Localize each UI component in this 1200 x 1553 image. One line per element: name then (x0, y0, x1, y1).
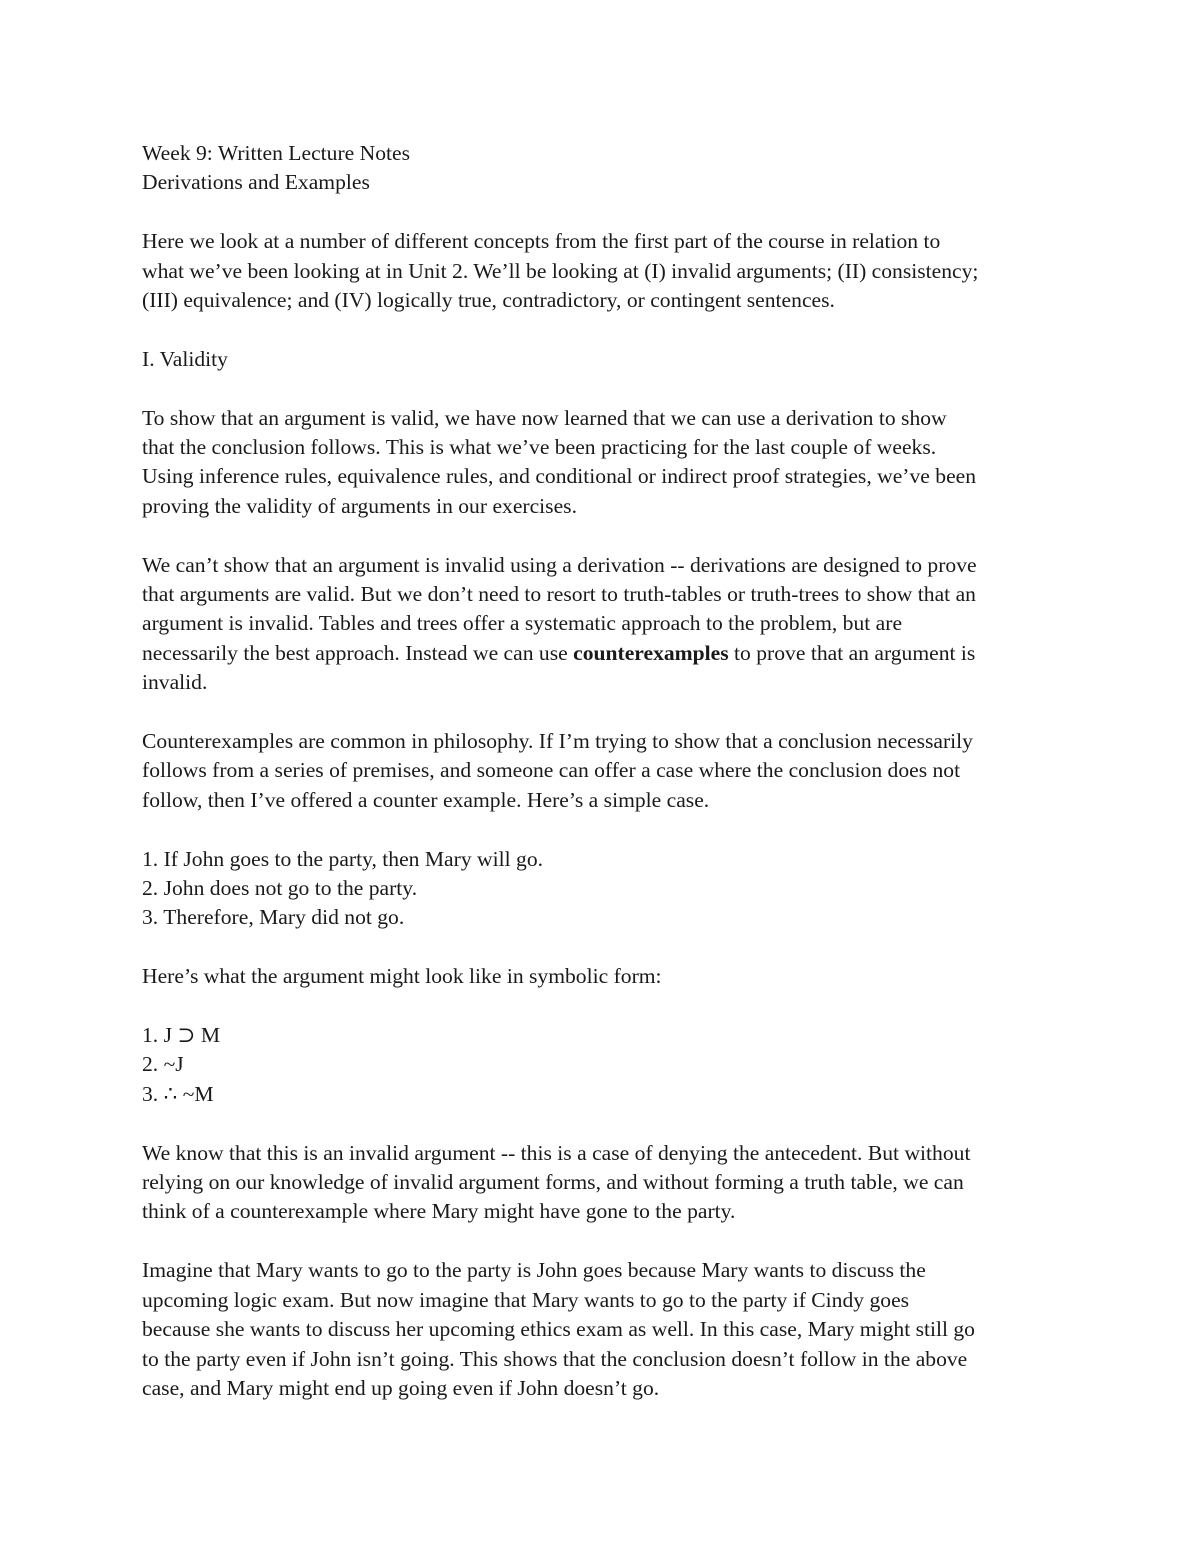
spacer (142, 521, 1072, 550)
counterexamples-paragraph (142, 727, 1072, 815)
argument-premise: 1. If John goes to the party, then Mary will go. (142, 846, 544, 871)
paragraph-line: that arguments are valid. But we don’t need to resort to truth-tables or truth-trees to show that an (142, 582, 976, 607)
paragraph-line: (III) equivalence; and (IV) logically true, contradictory, or contingent sentences. (142, 288, 835, 313)
spacer (142, 992, 1072, 1021)
invalidity-paragraph (142, 551, 1072, 698)
paragraph-line: to the party even if John isn’t going. This shows that the conclusion doesn’t follow in the above (142, 1346, 968, 1371)
section-heading: I. Validity (142, 346, 228, 371)
argument-conclusion: 3. Therefore, Mary did not go. (142, 905, 405, 930)
spacer (142, 1227, 1072, 1256)
paragraph-line: case, and Mary might end up going even if John doesn’t go. (142, 1375, 660, 1400)
paragraph-line: We know that this is an invalid argument -- this is a case of denying the antecedent. But without (142, 1140, 971, 1165)
spacer (142, 315, 1072, 344)
paragraph-line: upcoming logic exam. But now imagine that Mary wants to go to the party if Cindy goes (142, 1287, 910, 1312)
paragraph-line: To show that an argument is valid, we have now learned that we can use a derivation to show (142, 405, 947, 430)
spacer (142, 198, 1072, 227)
symbolic-premise: 1. J ⊃ M (142, 1023, 221, 1048)
argument-premise: 2. John does not go to the party. (142, 876, 418, 901)
page-subtitle: Derivations and Examples (142, 170, 370, 195)
paragraph-line: Using inference rules, equivalence rules, and conditional or indirect proof strategies, we’ve been (142, 464, 977, 489)
paragraph-line: We can’t show that an argument is invalid using a derivation -- derivations are designed to prove (142, 552, 977, 577)
paragraph-line: what we’ve been looking at in Unit 2. We’ll be looking at (I) invalid arguments; (II) consistency; (142, 258, 979, 283)
symbolic-premise: 2. ~J (142, 1052, 184, 1077)
document-body (142, 139, 1072, 1403)
denying-antecedent-paragraph (142, 1139, 1072, 1227)
validity-paragraph (142, 404, 1072, 522)
text-run: to prove that an argument is (728, 640, 976, 665)
page-title: Week 9: Written Lecture Notes (142, 141, 411, 165)
paragraph-line: because she wants to discuss her upcoming ethics exam as well. In this case, Mary might still go (142, 1317, 975, 1342)
paragraph-line: argument is invalid. Tables and trees offer a systematic approach to the problem, but are (142, 611, 903, 636)
intro-paragraph (142, 227, 1072, 315)
spacer (142, 698, 1072, 727)
symbolic-argument-list (142, 1021, 1072, 1109)
symbolic-intro: Here’s what the argument might look like in symbolic form: (142, 964, 662, 989)
paragraph-line: relying on our knowledge of invalid argument forms, and without forming a truth table, we can (142, 1170, 964, 1195)
paragraph-line: Here we look at a number of different concepts from the first part of the course in relation to (142, 229, 941, 254)
paragraph-line: proving the validity of arguments in our exercises. (142, 493, 577, 518)
symbolic-conclusion: 3. ∴ ~M (142, 1081, 214, 1106)
example-paragraph (142, 1256, 1072, 1403)
spacer (142, 815, 1072, 844)
text-run: necessarily the best approach. Instead we can use (142, 640, 574, 665)
paragraph-line: that the conclusion follows. This is what we’ve been practicing for the last couple of weeks. (142, 435, 937, 460)
paragraph-line: Counterexamples are common in philosophy. If I’m trying to show that a conclusion necessarily (142, 729, 973, 754)
paragraph-line: Imagine that Mary wants to go to the party is John goes because Mary wants to discuss the (142, 1258, 926, 1283)
paragraph-line: follow, then I’ve offered a counter example. Here’s a simple case. (142, 787, 710, 812)
spacer (142, 1109, 1072, 1138)
paragraph-line: follows from a series of premises, and someone can offer a case where the conclusion does not (142, 758, 961, 783)
bold-term-counterexamples: counterexamples (573, 640, 729, 665)
spacer (142, 374, 1072, 403)
spacer (142, 933, 1072, 962)
paragraph-line (142, 639, 1072, 668)
paragraph-line: think of a counterexample where Mary might have gone to the party. (142, 1199, 736, 1224)
argument-list (142, 845, 1072, 933)
paragraph-line: invalid. (142, 670, 208, 695)
